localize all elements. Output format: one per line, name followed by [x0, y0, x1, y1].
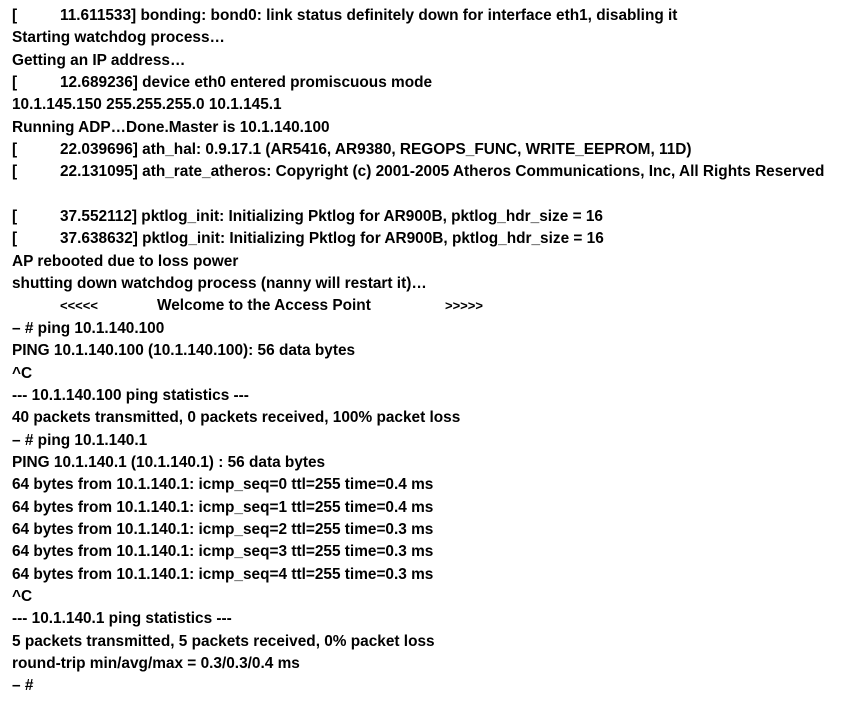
console-line: AP rebooted due to loss power — [12, 252, 239, 270]
kernel-log-line — [12, 72, 856, 94]
console-line: 10.1.145.150 255.255.255.0 10.1.145.1 — [12, 96, 282, 114]
log-text: 37.638632] pktlog_init: Initializing Pktlog for AR900B, pktlog_hdr_size = 16 — [60, 230, 604, 248]
log-bracket: [ — [12, 230, 18, 248]
console-line: Starting watchdog process… — [12, 29, 225, 47]
log-text: 22.039696] ath_hal: 0.9.17.1 (AR5416, AR9380, REGOPS_FUNC, WRITE_EEPROM, 11D) — [60, 141, 692, 159]
console-line: PING 10.1.140.1 (10.1.140.1) : 56 data bytes — [12, 453, 326, 471]
log-text: 12.689236] device eth0 entered promiscuous mode — [60, 74, 433, 92]
console-line: shutting down watchdog process (nanny will restart it)… — [12, 275, 427, 293]
log-bracket: [ — [12, 74, 18, 92]
log-bracket: [ — [12, 163, 18, 181]
console-line: --- 10.1.140.100 ping statistics --- — [12, 386, 249, 404]
log-text: 37.552112] pktlog_init: Initializing Pktlog for AR900B, pktlog_hdr_size = 16 — [60, 208, 603, 226]
console-line: Getting an IP address… — [12, 51, 186, 69]
console-line: PING 10.1.140.100 (10.1.140.100): 56 data bytes — [12, 342, 356, 360]
console-line: 64 bytes from 10.1.140.1: icmp_seq=1 ttl=255 time=0.4 ms — [12, 498, 434, 516]
log-text: 22.131095] ath_rate_atheros: Copyright (c) 2001-2005 Atheros Communications, Inc, All Rights Reserved — [60, 163, 825, 181]
console-line: ^C — [12, 364, 33, 382]
console-line: – # ping 10.1.140.100 — [12, 319, 165, 337]
console-line: round-trip min/avg/max = 0.3/0.3/0.4 ms — [12, 654, 300, 672]
kernel-log-line — [12, 161, 856, 183]
banner-middle: Welcome to the Access Point — [157, 297, 371, 315]
blank-line — [12, 184, 856, 206]
log-bracket: [ — [12, 141, 18, 159]
banner-right: >>>>> — [445, 298, 483, 314]
console-line: 40 packets transmitted, 0 packets received, 100% packet loss — [12, 409, 461, 427]
console-line: – # ping 10.1.140.1 — [12, 431, 148, 449]
kernel-log-line — [12, 5, 856, 27]
log-bracket: [ — [12, 208, 18, 226]
log-bracket: [ — [12, 7, 18, 24]
console-line: 64 bytes from 10.1.140.1: icmp_seq=3 ttl=255 time=0.3 ms — [12, 543, 434, 561]
console-output — [12, 5, 856, 698]
kernel-log-line — [12, 139, 856, 161]
banner-left: <<<<< — [60, 298, 98, 314]
kernel-log-line — [12, 206, 856, 228]
console-line: Running ADP…Done.Master is 10.1.140.100 — [12, 118, 330, 136]
console-line: 64 bytes from 10.1.140.1: icmp_seq=2 ttl=255 time=0.3 ms — [12, 520, 434, 538]
welcome-banner — [12, 295, 856, 317]
kernel-log-line — [12, 228, 856, 250]
console-line: 5 packets transmitted, 5 packets received, 0% packet loss — [12, 632, 435, 650]
log-text: 11.611533] bonding: bond0: link status definitely down for interface eth1, disabling it — [60, 7, 678, 24]
console-line: ^C — [12, 587, 33, 605]
console-line: --- 10.1.140.1 ping statistics --- — [12, 610, 232, 628]
console-line: – # — [12, 677, 34, 695]
console-line: 64 bytes from 10.1.140.1: icmp_seq=0 ttl=255 time=0.4 ms — [12, 476, 434, 494]
console-line: 64 bytes from 10.1.140.1: icmp_seq=4 ttl=255 time=0.3 ms — [12, 565, 434, 583]
